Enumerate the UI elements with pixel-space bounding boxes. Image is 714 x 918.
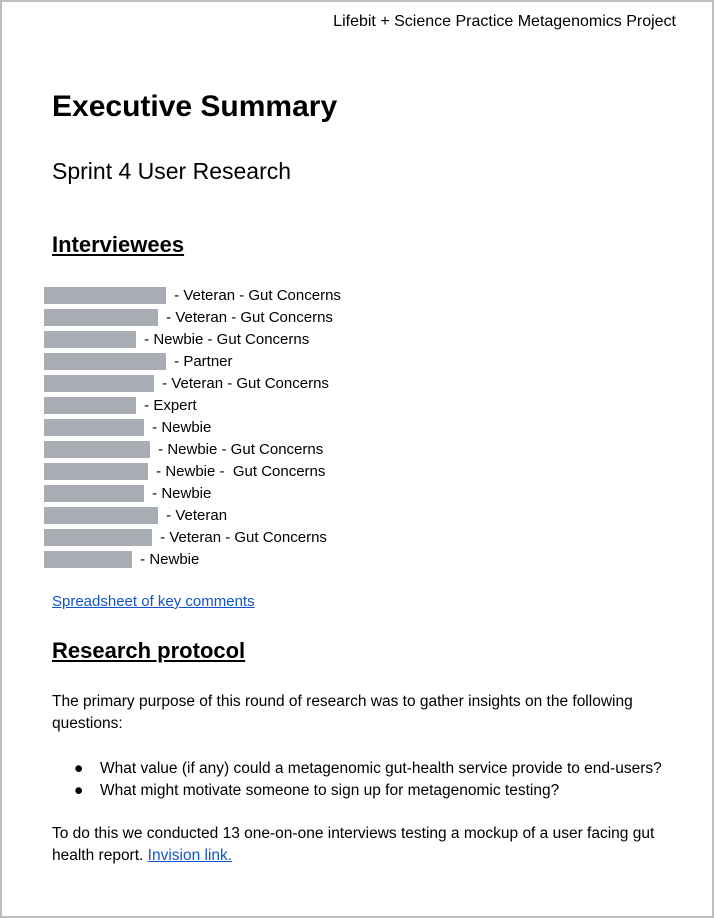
interviewee-label: - Newbie (148, 418, 212, 436)
interviewee-row (44, 284, 341, 306)
bullet-icon: ● (74, 782, 84, 799)
interviewee-row (44, 438, 341, 460)
interviewee-row (44, 504, 341, 526)
closing-text: To do this we conducted 13 one-on-one interviews testing a mockup of a user facing gut health report. (52, 825, 655, 864)
protocol-heading: Research protocol (52, 638, 246, 663)
project-header: Lifebit + Science Practice Metagenomics Project (333, 13, 676, 30)
page-title: Executive Summary (52, 90, 338, 123)
interviewee-row (44, 350, 341, 372)
list-item: ● What value (if any) could a metagenomic gut-health service provide to end-users? (74, 758, 662, 780)
interviewee-label: - Veteran - Gut Concerns (162, 308, 333, 326)
question-list (74, 758, 662, 802)
interviewee-list (44, 284, 341, 570)
interviewee-label: - Expert (140, 396, 197, 414)
redacted-name (44, 375, 154, 392)
interviewee-label: - Newbie - Gut Concerns (154, 440, 324, 458)
closing-paragraph (52, 823, 682, 867)
spreadsheet-link[interactable]: Spreadsheet of key comments (52, 593, 255, 610)
redacted-name (44, 441, 150, 458)
list-item: ● What might motivate someone to sign up for metagenomic testing? (74, 780, 662, 802)
interviewee-label: - Veteran - Gut Concerns (158, 374, 329, 392)
redacted-name (44, 287, 166, 304)
interviewee-label: - Veteran - Gut Concerns (156, 528, 327, 546)
redacted-name (44, 485, 144, 502)
interviewee-row (44, 548, 341, 570)
redacted-name (44, 551, 132, 568)
interviewee-label: - Newbie (136, 550, 200, 568)
interviewee-label: - Veteran (162, 506, 228, 524)
protocol-intro: The primary purpose of this round of research was to gather insights on the following questions: (52, 693, 633, 732)
redacted-name (44, 353, 166, 370)
interviewee-row (44, 372, 341, 394)
interviewee-label: - Veteran - Gut Concerns (170, 286, 341, 304)
interviewee-row (44, 394, 341, 416)
interviewee-row (44, 460, 341, 482)
interviewee-row (44, 328, 341, 350)
interviewee-row (44, 306, 341, 328)
invision-link[interactable]: Invision link. (147, 847, 233, 864)
interviewees-heading: Interviewees (52, 232, 185, 257)
redacted-name (44, 397, 136, 414)
redacted-name (44, 529, 152, 546)
page-subtitle: Sprint 4 User Research (52, 158, 292, 184)
interviewee-row (44, 482, 341, 504)
interviewee-row (44, 526, 341, 548)
interviewee-row (44, 416, 341, 438)
redacted-name (44, 309, 158, 326)
bullet-icon: ● (74, 760, 84, 777)
redacted-name (44, 331, 136, 348)
redacted-name (44, 507, 158, 524)
redacted-name (44, 463, 148, 480)
redacted-name (44, 419, 144, 436)
interviewee-label: - Newbie (148, 484, 212, 502)
interviewee-label: - Newbie - Gut Concerns (140, 330, 310, 348)
interviewee-label: - Newbie - Gut Concerns (152, 462, 326, 480)
interviewee-label: - Partner (170, 352, 233, 370)
